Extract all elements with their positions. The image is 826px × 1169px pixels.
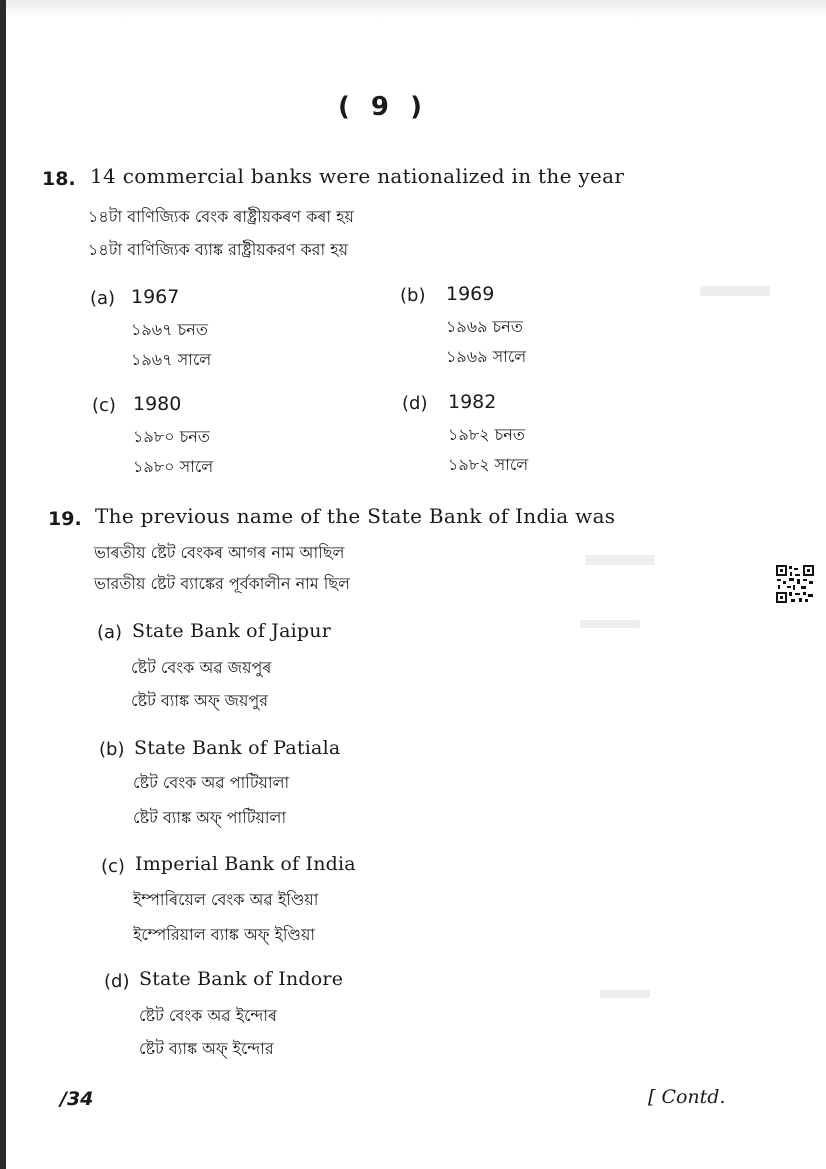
option-assamese: ১৯৮০ চনত	[133, 427, 210, 446]
option-value: State Bank of Jaipur	[132, 620, 331, 642]
option-bengali: ১৯৮০ সালে	[133, 457, 214, 476]
option-value: 1982	[448, 391, 497, 413]
question-text-assamese: ভাৰতীয় ষ্টেট বেংকৰ আগৰ নাম আছিল	[94, 543, 345, 562]
option-bengali: ষ্টেট ব্যাঙ্ক অফ্ ইন্দোর	[139, 1039, 274, 1058]
question-text-assamese: ১৪টা বাণিজ্যিক বেংক ৰাষ্ট্ৰীয়কৰণ কৰা হয়	[88, 207, 354, 226]
option-assamese: ইম্পাৰিয়েল বেংক অৱ ইণ্ডিয়া	[133, 890, 319, 909]
option-assamese: ১৯৬৭ চনত	[131, 320, 208, 339]
option-bengali: ষ্টেট ব্যাঙ্ক অফ্ পাটিয়ালা	[133, 808, 287, 827]
option-value: 1967	[131, 286, 180, 308]
continued-marker: [ Contd.	[648, 1086, 726, 1108]
option-value: State Bank of Patiala	[134, 737, 341, 759]
option-label: (a)	[97, 622, 123, 643]
option-label: (c)	[92, 395, 116, 416]
qr-code	[775, 564, 815, 604]
question-number: 19.	[48, 508, 82, 530]
option-assamese: ১৯৮২ চনত	[448, 425, 525, 444]
question-text-bengali: ভারতীয় ষ্টেট ব্যাঙ্কের পূর্বকালীন নাম ছিল	[94, 574, 350, 593]
option-label: (c)	[101, 856, 125, 877]
bleed-through	[600, 990, 650, 998]
option-label: (a)	[90, 288, 116, 309]
option-label: (d)	[104, 971, 130, 992]
option-label: (d)	[402, 393, 428, 414]
question-text: The previous name of the State Bank of India was	[95, 504, 616, 528]
option-assamese: ষ্টেট বেংক অৱ জয়পুৰ	[131, 658, 272, 677]
option-bengali: ইম্পেরিয়াল ব্যাঙ্ক অফ্ ইণ্ডিয়া	[133, 925, 316, 944]
option-label: (b)	[400, 285, 426, 306]
bleed-through	[585, 555, 655, 565]
option-assamese: ষ্টেট বেংক অৱ ইন্দোৰ	[139, 1006, 277, 1025]
booklet-code: /34	[60, 1088, 94, 1110]
question-text-bengali: ১৪টা বাণিজ্যিক ব্যাঙ্ক রাষ্ট্রীয়করণ করা হয়	[88, 240, 349, 259]
option-bengali: ১৯৬৭ সালে	[131, 350, 212, 369]
option-value: 1980	[133, 393, 182, 415]
option-value: State Bank of Indore	[139, 968, 344, 990]
option-assamese: ১৯৬৯ চনত	[446, 317, 523, 336]
question-number: 18.	[42, 168, 76, 190]
option-assamese: ষ্টেট বেংক অৱ পাটিয়ালা	[133, 773, 290, 792]
page-number: ( 9 )	[338, 92, 428, 122]
option-bengali: ১৯৮২ সালে	[448, 455, 529, 474]
scan-top-edge	[6, 0, 826, 18]
question-text: 14 commercial banks were nationalized in the year	[90, 164, 625, 188]
bleed-through	[580, 620, 640, 628]
scan-edge	[0, 0, 6, 1169]
option-bengali: ১৯৬৯ সালে	[446, 347, 527, 366]
option-value: Imperial Bank of India	[135, 853, 356, 875]
option-label: (b)	[99, 739, 125, 760]
bleed-through	[700, 286, 770, 296]
option-value: 1969	[446, 283, 495, 305]
option-bengali: ষ্টেট ব্যাঙ্ক অফ্ জয়পুর	[131, 691, 269, 710]
